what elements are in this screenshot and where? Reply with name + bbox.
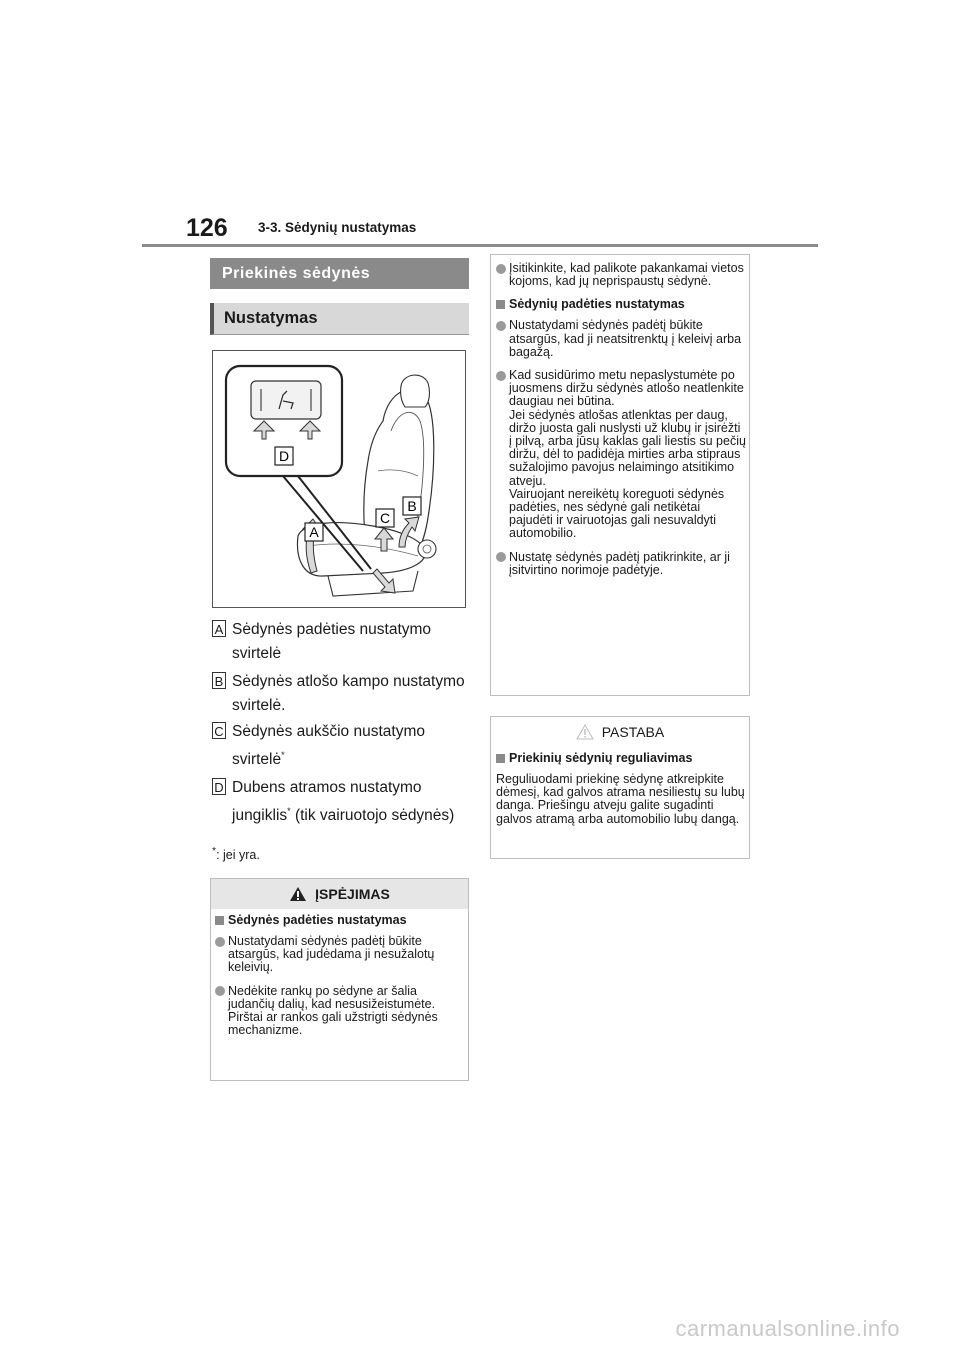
warning-title: ĮSPĖJIMAS bbox=[315, 886, 390, 902]
right-subhead: Sėdynių padėties nustatymas bbox=[496, 297, 746, 312]
svg-text:D: D bbox=[278, 448, 290, 464]
page-number: 126 bbox=[186, 214, 228, 242]
recline-knob bbox=[418, 540, 436, 558]
callout-a bbox=[305, 523, 323, 541]
caution-subhead: Priekinių sėdynių reguliavimas bbox=[496, 751, 746, 766]
caution-paragraph: Reguliuodami priekinę sėdynę atkreipkite dėmesį, kad galvos atrama nesiliestų su lubų danga. Priešingu atveju galite sugadinti galvos atramą arba automobilio lubų dangą. bbox=[496, 772, 745, 826]
right-bullet: Kad susidūrimo metu nepaslystumėte po juosmens diržu sėdynės atlošo neatlenkite daugiau nei būtina. Jei sėdynės atlošas atlenktas per daug, diržo juosta gali nuslysti už klubų ir įsirėžti į pilvą, arba jūsų kaklas gali liestis su pečių diržu, dėl to padidėja mirties arba stipraus sužalojimo pavojus nelaimingo atsitikimo atveju. Vairuojant nereikėtų koreguoti sėdynės padėties, nes sėdynė gali netikėtai pajudėti ir vairuotojas gali nesuvaldyti automobilio. bbox=[496, 369, 746, 541]
callout-d bbox=[275, 447, 293, 465]
legend-letter: B bbox=[212, 672, 226, 689]
legend-text: Dubens atramos nustatymo jungiklis* (tik vairuotojo sėdynės) bbox=[232, 779, 455, 824]
heading-sub: Nustatymas bbox=[210, 303, 469, 335]
svg-text:A: A bbox=[309, 524, 319, 540]
svg-text:B: B bbox=[407, 498, 417, 514]
warning-header bbox=[211, 879, 468, 909]
legend-text: Sėdynės aukščio nustatymo svirtelė* bbox=[232, 723, 425, 768]
legend-text: Sėdynės atlošo kampo nustatymo svirtelė. bbox=[232, 673, 465, 714]
caution-title: PASTABA bbox=[601, 724, 665, 740]
legend-letter: D bbox=[212, 778, 226, 795]
warning-bullet: Nedėkite rankų po sėdyne ar šalia judančių dalių, kad nesusižeistumėte. Pirštai ar rankos gali užstrigti sėdynės mechanizme. bbox=[215, 985, 463, 1038]
legend-text: Sėdynės padėties nustatymo svirtelė bbox=[232, 621, 432, 662]
right-bullet: Nustatydami sėdynės padėtį būkite atsargūs, kad ji neatsitrenktų į keleivį arba bagažą. bbox=[496, 319, 746, 359]
callout-b bbox=[403, 497, 421, 515]
heading-main: Priekinės sėdynės bbox=[210, 258, 469, 289]
warning-bullet: Nustatydami sėdynės padėtį būkite atsargūs, kad judėdama ji nesužalotų keleivių. bbox=[215, 935, 463, 975]
footnote: *: jei yra. bbox=[212, 846, 260, 863]
warning-triangle-icon bbox=[289, 886, 307, 902]
header-divider bbox=[142, 244, 818, 247]
legend-letter: A bbox=[212, 620, 226, 637]
svg-text:C: C bbox=[379, 510, 391, 526]
section-title: 3-3. Sėdynių nustatymas bbox=[258, 220, 417, 235]
warning-continued-box bbox=[490, 254, 750, 696]
warning-box bbox=[210, 878, 469, 1081]
legend-letter: C bbox=[212, 722, 226, 739]
seat-illustration bbox=[212, 350, 466, 608]
seat-drawing bbox=[213, 351, 465, 607]
watermark: carmanualsonline.info bbox=[675, 1316, 900, 1341]
caution-triangle-icon bbox=[576, 724, 594, 740]
headrest bbox=[401, 375, 430, 407]
caution-header bbox=[491, 717, 749, 747]
right-bullet: Įsitikinkite, kad palikote pakankamai vietos kojoms, kad jų neprispaustų sėdynė. bbox=[496, 262, 746, 288]
caution-box bbox=[490, 716, 750, 859]
callout-c bbox=[376, 509, 394, 527]
warning-subhead: Sėdynės padėties nustatymas bbox=[215, 913, 463, 928]
right-bullet: Nustatę sėdynės padėtį patikrinkite, ar ji įsitvirtino norimoje padėtyje. bbox=[496, 551, 746, 577]
